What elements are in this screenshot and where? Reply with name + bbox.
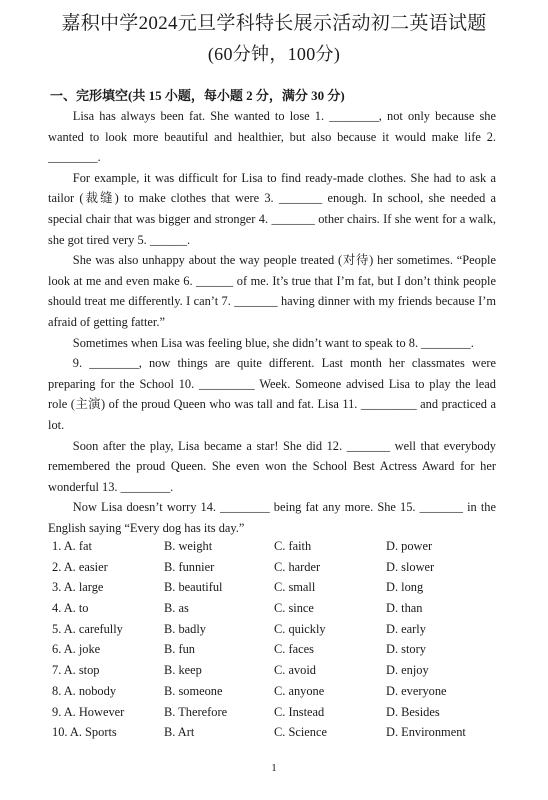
option-d: D. Besides [386,704,440,719]
option-d: D. story [386,642,426,657]
option-b: B. fun [164,642,195,657]
exam-title: 嘉积中学2024元旦学科特长展示活动初二英语试题 [61,13,487,34]
option-c: C. faith [274,539,312,553]
option-c: C. quickly [274,621,326,636]
option-a: 9. A. However [52,704,125,719]
option-row [52,536,502,557]
option-b: B. as [164,601,189,616]
option-c: C. Instead [274,704,325,719]
option-b: B. weight [164,539,213,553]
cloze-passage [48,106,496,538]
option-d: D. everyone [386,683,447,698]
option-b: B. funnier [164,559,215,574]
option-b: B. beautiful [164,580,223,595]
option-row [52,660,502,681]
option-row [52,557,502,578]
option-a: 7. A. stop [52,663,100,678]
passage-paragraph: Now Lisa doesn’t worry 14. ________ being fat any more. She 15. _______ in the English saying “Every dog has its day.” [48,500,496,535]
passage-paragraph: Lisa has always been fat. She wanted to lose 1. ________, not only because she wanted to look more beautiful and healthier, but also because it would make life 2. ________. [48,109,496,165]
section-heading: 一、完形填空(共 15 小题，每小题 2 分，满分 30 分) [50,88,345,103]
option-d: D. early [386,621,426,636]
option-b: B. Art [164,725,195,740]
option-a: 2. A. easier [52,559,108,574]
option-d: D. power [386,539,433,553]
option-row [52,681,502,702]
exam-subtitle: (60分钟，100分) [207,44,341,64]
passage-paragraph: For example, it was difficult for Lisa to find ready-made clothes. She had to ask a tailor (裁缝) to make clothes that were 3. _______ enough. In school, she needed a special chair that was bigger and stronger 4. _______ other chairs. If she went for a walk, she got tired very 5. ______. [48,170,496,247]
option-row [52,722,502,743]
option-row [52,598,502,619]
option-b: B. badly [164,621,206,636]
option-d: D. long [386,580,424,595]
option-row [52,702,502,723]
option-d: D. Environment [386,725,466,740]
answer-options [52,536,502,743]
option-row [52,577,502,598]
option-c: C. faces [274,642,314,657]
option-row [52,619,502,640]
option-b: B. Therefore [164,704,228,719]
option-c: C. avoid [274,663,316,678]
option-b: B. keep [164,663,202,678]
option-d: D. enjoy [386,663,429,678]
passage-paragraph: She was also unhappy about the way people treated (对待) her sometimes. “People look at me and even make 6. ______ of me. It’s true that I’m fat, but I don’t think people should treat me differently. I can’t 7. _______ having dinner with my friends because I’m afraid of getting fatter.” [48,253,496,329]
option-d: D. slower [386,559,435,574]
option-c: C. Science [274,725,327,740]
passage-paragraph: 9. ________, now things are quite different. Last month her classmates were preparing for the School 10. _________ Week. Someone advised Lisa to play the lead role (主演) of the proud Queen who was tall and fat. Lisa 11. _________ and practiced a lot. [48,356,496,432]
option-c: C. since [274,601,314,616]
option-c: C. small [274,580,316,595]
option-row [52,639,502,660]
passage-paragraph: Sometimes when Lisa was feeling blue, she didn’t want to speak to 8. ________. [72,335,474,350]
option-a: 8. A. nobody [52,683,117,698]
option-c: C. anyone [274,683,325,698]
passage-paragraph: Soon after the play, Lisa became a star! She did 12. _______ well that everybody remembered the proud Queen. She even won the School Best Actress Award for her wonderful 13. ________. [48,438,496,494]
option-d: D. than [386,601,423,616]
option-a: 4. A. to [52,601,89,616]
option-c: C. harder [274,559,321,574]
option-a: 1. A. fat [52,539,92,553]
option-a: 3. A. large [52,580,104,595]
option-b: B. someone [164,683,223,698]
option-a: 10. A. Sports [52,725,117,740]
page-number: 1 [271,762,277,774]
option-a: 6. A. joke [52,642,101,657]
option-a: 5. A. carefully [52,621,123,636]
